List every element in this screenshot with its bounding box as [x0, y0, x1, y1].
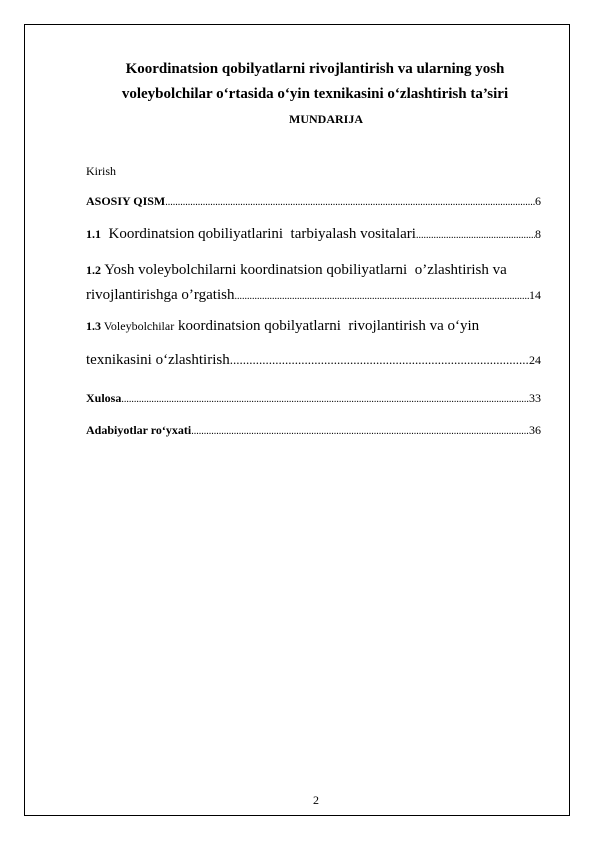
toc-leader: [234, 291, 529, 302]
toc-entry-number: 1.2: [86, 263, 101, 277]
document-title-line2: voleybolchilar o‘rtasida o‘yin texnikasini o‘zlashtirish ta’siri: [121, 86, 509, 102]
toc-entry-label: Adabiyotlar ro‘yxati: [86, 423, 192, 437]
toc-intro: Kirish: [86, 164, 116, 178]
toc-entry-main[interactable]: [86, 194, 541, 209]
toc-page-number: 36: [529, 423, 541, 437]
toc-page-number: 8: [535, 227, 541, 241]
toc-entry-label: texnikasini o‘zlashtirish: [86, 352, 230, 368]
toc-entry-number: 1.3: [86, 319, 101, 333]
toc-entry-1-3-line1[interactable]: [86, 317, 479, 335]
toc-leader: [416, 230, 535, 241]
toc-entry-conclusion[interactable]: [86, 391, 541, 406]
toc-heading: MUNDARIJA: [289, 112, 363, 126]
toc-entry-label: rivojlantirishga o’rgatish: [86, 287, 235, 303]
toc-entry-label-small: Voleybolchilar: [101, 319, 175, 333]
toc-entry-label: Xulosa: [86, 391, 122, 405]
page-number: 2: [313, 793, 319, 807]
toc-entry-references[interactable]: [86, 423, 541, 438]
toc-entry-label: Koordinatsion qobiliyatlarini tarbiyalash vositalari: [101, 226, 416, 242]
toc-entry-label: Yosh voleybolchilarni koordinatsion qobiliyatlarni o’zlashtirish va: [101, 262, 507, 278]
toc-page-number: 24: [529, 353, 541, 367]
toc-entry-1-1[interactable]: [86, 226, 541, 243]
toc-leader: [121, 394, 529, 405]
toc-page-number: 6: [535, 194, 541, 208]
toc-entry-1-2-line2[interactable]: [86, 287, 541, 304]
toc-entry-number: 1.1: [86, 227, 101, 241]
toc-page-number: 14: [529, 288, 541, 302]
toc-leader: [230, 352, 529, 368]
toc-leader: [191, 426, 529, 437]
document-title-line1: Koordinatsion qobilyatlarni rivojlantirish va ularning yosh: [125, 61, 505, 77]
toc-leader: [165, 197, 535, 208]
toc-entry-label: koordinatsion qobilyatlarni rivojlantirish va o‘yin: [174, 318, 480, 334]
toc-entry-label: ASOSIY QISM: [86, 194, 166, 208]
page-border: [24, 24, 570, 816]
toc-entry-1-2-line1[interactable]: [86, 261, 507, 279]
toc-page-number: 33: [529, 391, 541, 405]
toc-entry-1-3-line2[interactable]: [86, 352, 541, 369]
